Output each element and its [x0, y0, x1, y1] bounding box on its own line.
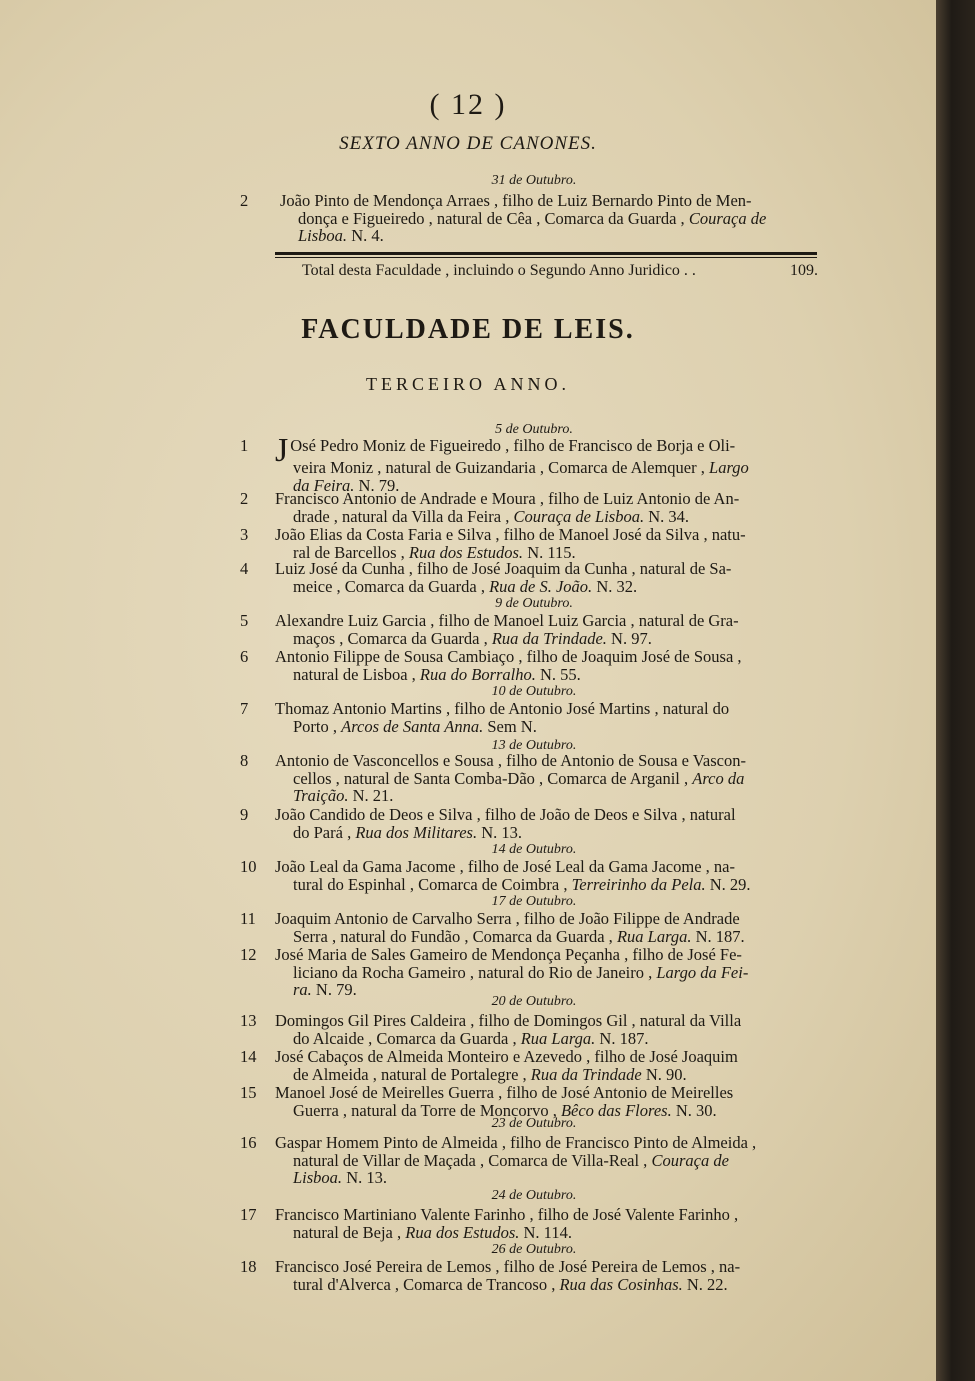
entry-line: [275, 666, 817, 684]
entry-text: N. 79.: [315, 980, 357, 999]
entry-text: de Almeida , natural de Portalegre ,: [293, 1064, 527, 1084]
entry-text: Porto ,: [293, 716, 338, 736]
entry-line: [275, 770, 817, 788]
street-name: Couraça de: [651, 1150, 729, 1170]
entry-number: 6: [240, 647, 249, 666]
street-name: Traição.: [293, 786, 349, 805]
section-title: SEXTO ANNO DE CANONES.: [339, 133, 597, 154]
entry-number: 8: [240, 751, 249, 770]
street-name: Rua de S. João.: [489, 576, 593, 596]
entry-text: tural d'Alverca , Comarca de Trancoso ,: [293, 1274, 556, 1294]
entry-line: [275, 1102, 817, 1120]
street-name: Rua das Cosinhas.: [559, 1274, 683, 1294]
entry-text: João Elias da Costa Faria e Silva , filho de Manoel José da Silva , natu-: [275, 525, 746, 544]
entry-number: 4: [240, 559, 249, 578]
entry-number: 7: [240, 699, 249, 718]
street-name: Terreirinho da Pela.: [571, 874, 706, 894]
house-number: Sem N.: [487, 716, 537, 736]
house-number: N. 32.: [596, 576, 638, 596]
entry-text: Antonio de Vasconcellos e Sousa , filho de Antonio de Sousa e Vascon-: [275, 751, 746, 770]
entry-number: 17: [240, 1205, 257, 1224]
entry-text: natural de Villar de Maçada , Comarca de Villa-Real ,: [293, 1150, 648, 1170]
entry-line: [275, 787, 817, 805]
entry-number: 18: [240, 1257, 257, 1276]
entry-body: [275, 946, 817, 999]
entry-text: do Pará ,: [293, 822, 352, 842]
entry-text: natural de Lisboa ,: [293, 664, 416, 684]
entry-text: ral de Barcellos ,: [293, 542, 405, 562]
entry-number: 14: [240, 1047, 257, 1066]
street-name: Rua da Trindade.: [491, 628, 607, 648]
entry-number: 10: [240, 857, 257, 876]
street-name: Rua Larga.: [520, 1028, 596, 1048]
date-heading: 5 de Outubro.: [495, 422, 573, 437]
entry-number: 15: [240, 1083, 257, 1102]
entry-body: [275, 1134, 817, 1187]
street-name: Rua dos Estudos.: [405, 1222, 520, 1242]
divider-rule: [275, 252, 817, 255]
entry-line: [275, 1012, 817, 1030]
total-count: 109.: [790, 262, 818, 279]
entry-text: veira Moniz , natural de Guizandaria , Comarca de Alemquer ,: [293, 458, 705, 477]
date-heading: 20 de Outubro.: [491, 994, 577, 1009]
street-name: Largo da Fei-: [656, 962, 749, 982]
book-gutter: [936, 0, 975, 1381]
entry-text: Alexandre Luiz Garcia , filho de Manoel Luiz Garcia , natural de Gra-: [275, 611, 739, 630]
entry-number: 5: [240, 611, 249, 630]
entry-line: [275, 1206, 817, 1224]
entry-body: [275, 910, 817, 945]
date-heading: 24 de Outubro.: [491, 1188, 577, 1203]
entry-text: do Alcaide , Comarca da Guarda ,: [293, 1028, 517, 1048]
street-name: Rua do Borralho.: [419, 664, 536, 684]
entry-text: Thomaz Antonio Martins , filho de Antonio José Martins , natural do: [275, 699, 730, 718]
street-name: Rua da Trindade: [530, 1064, 642, 1084]
house-number: N. 115.: [527, 542, 576, 562]
street-name: Lisboa.: [293, 1168, 343, 1187]
entry-line: [275, 1084, 817, 1102]
entry-body: [275, 752, 817, 805]
entry-number: 16: [240, 1133, 257, 1152]
entry-body: [275, 700, 817, 735]
street-name: Rua Larga.: [616, 926, 692, 946]
house-number: N. 22.: [686, 1274, 728, 1294]
date-heading: 10 de Outubro.: [491, 684, 577, 699]
street-name: Largo: [709, 458, 749, 477]
entry-line: [280, 210, 817, 228]
house-number: N. 97.: [611, 628, 652, 648]
entry-line: [275, 1169, 817, 1187]
entry-body: [275, 1206, 817, 1241]
entry-line: [275, 910, 817, 928]
entry-number: 12: [240, 945, 257, 964]
entry-text: Francisco José Pereira de Lemos , filho de José Pereira de Lemos , na-: [275, 1257, 741, 1276]
street-name: Lisboa.: [298, 226, 348, 245]
house-number: N. 187.: [695, 926, 745, 946]
entry-body: [275, 612, 817, 647]
date-heading: 14 de Outubro.: [491, 842, 577, 857]
entry-line: [275, 964, 817, 982]
street-name: Rua dos Militares.: [355, 822, 478, 842]
entry-text: Domingos Gil Pires Caldeira , filho de Domingos Gil , natural da Villa: [275, 1011, 742, 1030]
entry-line: [275, 648, 817, 666]
entry-text: meice , Comarca da Guarda ,: [293, 576, 485, 596]
street-name: da Feira.: [293, 475, 355, 495]
entry-text: maços , Comarca da Guarda ,: [293, 628, 488, 648]
entry-body: [275, 1048, 817, 1083]
entry-line: [275, 700, 817, 718]
entry-line: [275, 1152, 817, 1170]
entry-text: José Maria de Sales Gameiro de Mendonça Peçanha , filho de José Fe-: [275, 945, 742, 964]
entry-line: [275, 526, 817, 544]
entry-number: 1: [240, 436, 249, 455]
entry-line: [275, 858, 817, 876]
date-heading: 23 de Outubro.: [491, 1116, 577, 1131]
house-number: N. 114.: [523, 1222, 572, 1242]
street-name: ra.: [293, 980, 312, 999]
entry-body: [280, 192, 817, 245]
total-label: Total desta Faculdade , incluindo o Segundo Anno Juridico . .: [302, 262, 696, 279]
entry-text: Guerra , natural da Torre de Moncorvo ,: [293, 1100, 557, 1120]
faculty-title: FACULDADE DE LEIS.: [301, 314, 635, 345]
entry-text: N. 13.: [346, 1168, 387, 1187]
drop-capital: J: [275, 432, 289, 469]
entry-text: tural do Espinhal , Comarca de Coimbra ,: [293, 874, 568, 894]
entry-text: José Cabaços de Almeida Monteiro e Azevedo , filho de José Joaquim: [275, 1047, 738, 1066]
entry-number: 9: [240, 805, 249, 824]
entry-line: [275, 490, 817, 508]
year-title: TERCEIRO ANNO.: [366, 374, 570, 394]
street-name: Arcos de Santa Anna.: [341, 716, 484, 736]
street-name: Bêco das Flores.: [560, 1100, 672, 1120]
entry-line: [275, 876, 817, 894]
house-number: N. 30.: [675, 1100, 717, 1120]
entry-number: 13: [240, 1011, 257, 1030]
date-heading: 31 de Outubro.: [491, 173, 577, 188]
entry-body: [275, 432, 817, 495]
entry-line: [275, 508, 817, 526]
street-name: Rua dos Estudos.: [408, 542, 524, 562]
date-heading: 9 de Outubro.: [495, 596, 573, 611]
entry-body: [275, 560, 817, 595]
entry-line: [275, 1276, 817, 1294]
entry-number: 2: [240, 191, 249, 210]
entry-line: [275, 1134, 817, 1152]
entry-line: [275, 1066, 817, 1084]
page-number: ( 12 ): [429, 88, 507, 121]
house-number: N. 55.: [540, 664, 581, 684]
entry-line: [275, 1258, 817, 1276]
entry-line: [275, 806, 817, 824]
entry-body: [275, 526, 817, 561]
entry-line: [275, 946, 817, 964]
entry-text: drade , natural da Villa da Feira ,: [293, 506, 510, 526]
entry-line: [280, 227, 817, 245]
house-number: N. 34.: [648, 506, 690, 526]
entry-line: [275, 718, 817, 736]
entry-text: Manoel José de Meirelles Guerra , filho de José Antonio de Meirelles: [275, 1083, 734, 1102]
entry-text: N. 79.: [358, 475, 400, 495]
entry-text: liciano da Rocha Gameiro , natural do Rio de Janeiro ,: [293, 962, 653, 982]
entry-text: donça e Figueiredo , natural de Cêa , Comarca da Guarda ,: [298, 208, 685, 228]
entry-line: [275, 1048, 817, 1066]
entry-text: João Leal da Gama Jacome , filho de José Leal da Gama Jacome , na-: [275, 857, 735, 876]
date-heading: 13 de Outubro.: [491, 738, 577, 753]
entry-number: 11: [240, 909, 256, 928]
entry-line: [275, 752, 817, 770]
entry-text: Antonio Filippe de Sousa Cambiaço , filho de Joaquim José de Sousa ,: [275, 647, 742, 666]
entry-text: Francisco Martiniano Valente Farinho , filho de José Valente Farinho ,: [275, 1205, 739, 1224]
house-number: N. 90.: [645, 1064, 687, 1084]
entry-text: N. 21.: [352, 786, 394, 805]
house-number: N. 13.: [481, 822, 523, 842]
entry-line: João Pinto de Mendonça Arraes , filho de Luiz Bernardo Pinto de Men-: [280, 191, 752, 210]
entry-text: Osé Pedro Moniz de Figueiredo , filho de Francisco de Borja e Oli-: [290, 436, 736, 455]
entry-line: [275, 612, 817, 630]
entry-line: [275, 1224, 817, 1242]
entry-text: Luiz José da Cunha , filho de José Joaquim da Cunha , natural de Sa-: [275, 559, 732, 578]
entry-text: N. 4.: [351, 226, 384, 245]
street-name: Arco da: [692, 768, 745, 788]
divider-rule: [275, 257, 817, 258]
entry-line: [275, 981, 817, 999]
entry-line: [275, 824, 817, 842]
date-heading: 26 de Outubro.: [491, 1242, 577, 1257]
entry-text: cellos , natural de Santa Comba-Dão , Comarca de Arganil ,: [293, 768, 689, 788]
entry-text: Serra , natural do Fundão , Comarca da Guarda ,: [293, 926, 613, 946]
entry-text: Joaquim Antonio de Carvalho Serra , filho de João Filippe de Andrade: [275, 909, 740, 928]
house-number: N. 29.: [709, 874, 751, 894]
entry-line: [275, 1030, 817, 1048]
entry-line: [275, 630, 817, 648]
entry-body: [275, 806, 817, 841]
entry-number: 2: [240, 489, 249, 508]
entry-body: [275, 858, 817, 893]
entry-line: [275, 459, 817, 477]
entry-body: [275, 1084, 817, 1119]
entry-number: 3: [240, 525, 249, 544]
house-number: N. 187.: [599, 1028, 649, 1048]
entry-line: [275, 928, 817, 946]
entry-text: Gaspar Homem Pinto de Almeida , filho de Francisco Pinto de Almeida ,: [275, 1133, 757, 1152]
entry-body: [275, 1258, 817, 1293]
entry-line: [275, 578, 817, 596]
entry-body: [275, 648, 817, 683]
street-name: Couraça de Lisboa.: [513, 506, 645, 526]
faculty-total: [302, 262, 818, 280]
entry-text: Francisco Antonio de Andrade e Moura , filho de Luiz Antonio de An-: [275, 489, 740, 508]
entry-body: [275, 1012, 817, 1047]
entry-text: João Candido de Deos e Silva , filho de João de Deos e Silva , natural: [275, 805, 736, 824]
street-name: Couraça de: [688, 208, 767, 228]
entry-text: natural de Beja ,: [293, 1222, 402, 1242]
date-heading: 17 de Outubro.: [491, 894, 577, 909]
entry-line: [275, 560, 817, 578]
entry-body: [275, 490, 817, 525]
